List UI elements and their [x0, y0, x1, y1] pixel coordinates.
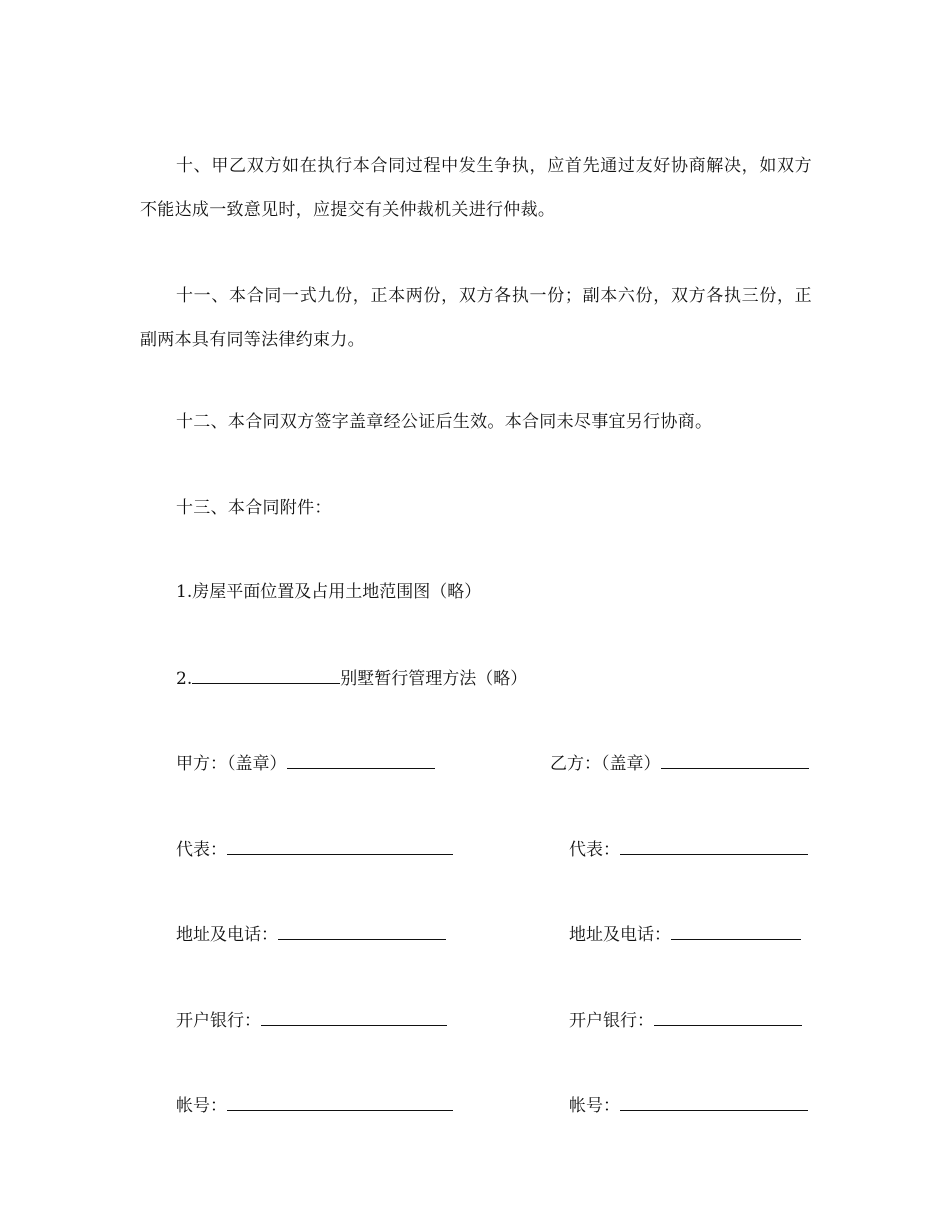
party-b-bank-label: 开户银行：: [569, 1011, 654, 1031]
party-b-account-field: [569, 1092, 808, 1118]
party-a-seal-label: 甲方：（盖章）: [176, 754, 287, 774]
party-b-address-label: 地址及电话：: [569, 925, 671, 945]
party-a-account-label: 帐号：: [176, 1096, 227, 1116]
party-b-representative-label: 代表：: [569, 840, 620, 860]
party-a-bank-blank[interactable]: [261, 1007, 447, 1026]
party-b-seal-label: 乙方：（盖章）: [550, 754, 661, 774]
attachment-2-prefix: 2.: [176, 669, 193, 689]
party-b-representative-blank[interactable]: [620, 836, 808, 855]
party-b-bank-blank[interactable]: [654, 1007, 802, 1026]
attachment-2-text: 别墅暂行管理方法（略）: [340, 669, 528, 689]
attachment-2: [176, 665, 527, 691]
party-a-seal-field: [176, 750, 435, 776]
party-a-seal-blank[interactable]: [287, 750, 435, 769]
party-a-account-blank[interactable]: [227, 1092, 453, 1111]
party-b-address-blank[interactable]: [671, 921, 801, 940]
party-a-address-label: 地址及电话：: [176, 925, 278, 945]
party-a-address-field: [176, 921, 446, 947]
party-a-bank-field: [176, 1007, 447, 1033]
party-b-seal-blank[interactable]: [661, 750, 809, 769]
clause-12: 十二、本合同双方签字盖章经公证后生效。本合同未尽事宜另行协商。: [176, 412, 713, 432]
party-b-account-blank[interactable]: [620, 1092, 808, 1111]
attachment-1-text: 房屋平面位置及占用土地范围图（略）: [192, 582, 482, 602]
party-b-address-field: [569, 921, 801, 947]
clause-13: 十三、本合同附件：: [176, 498, 332, 518]
party-a-representative-label: 代表：: [176, 840, 227, 860]
attachment-1: [176, 580, 481, 604]
attachment-1-prefix: 1.: [176, 582, 193, 602]
party-a-representative-blank[interactable]: [227, 836, 453, 855]
party-b-representative-field: [569, 836, 808, 862]
party-b-seal-field: [550, 750, 809, 776]
clause-11: 十一、本合同一式九份，正本两份，双方各执一份；副本六份，双方各执三份，正副两本具有同等法律约束力。: [140, 286, 812, 350]
attachment-2-blank[interactable]: [192, 665, 340, 684]
party-a-address-blank[interactable]: [278, 921, 446, 940]
party-b-bank-field: [569, 1007, 802, 1033]
party-a-bank-label: 开户银行：: [176, 1011, 261, 1031]
party-a-representative-field: [176, 836, 453, 862]
clause-10: 十、甲乙双方如在执行本合同过程中发生争执，应首先通过友好协商解决，如双方不能达成一致意见时，应提交有关仲裁机关进行仲裁。: [140, 156, 812, 220]
party-b-account-label: 帐号：: [569, 1096, 620, 1116]
party-a-account-field: [176, 1092, 453, 1118]
